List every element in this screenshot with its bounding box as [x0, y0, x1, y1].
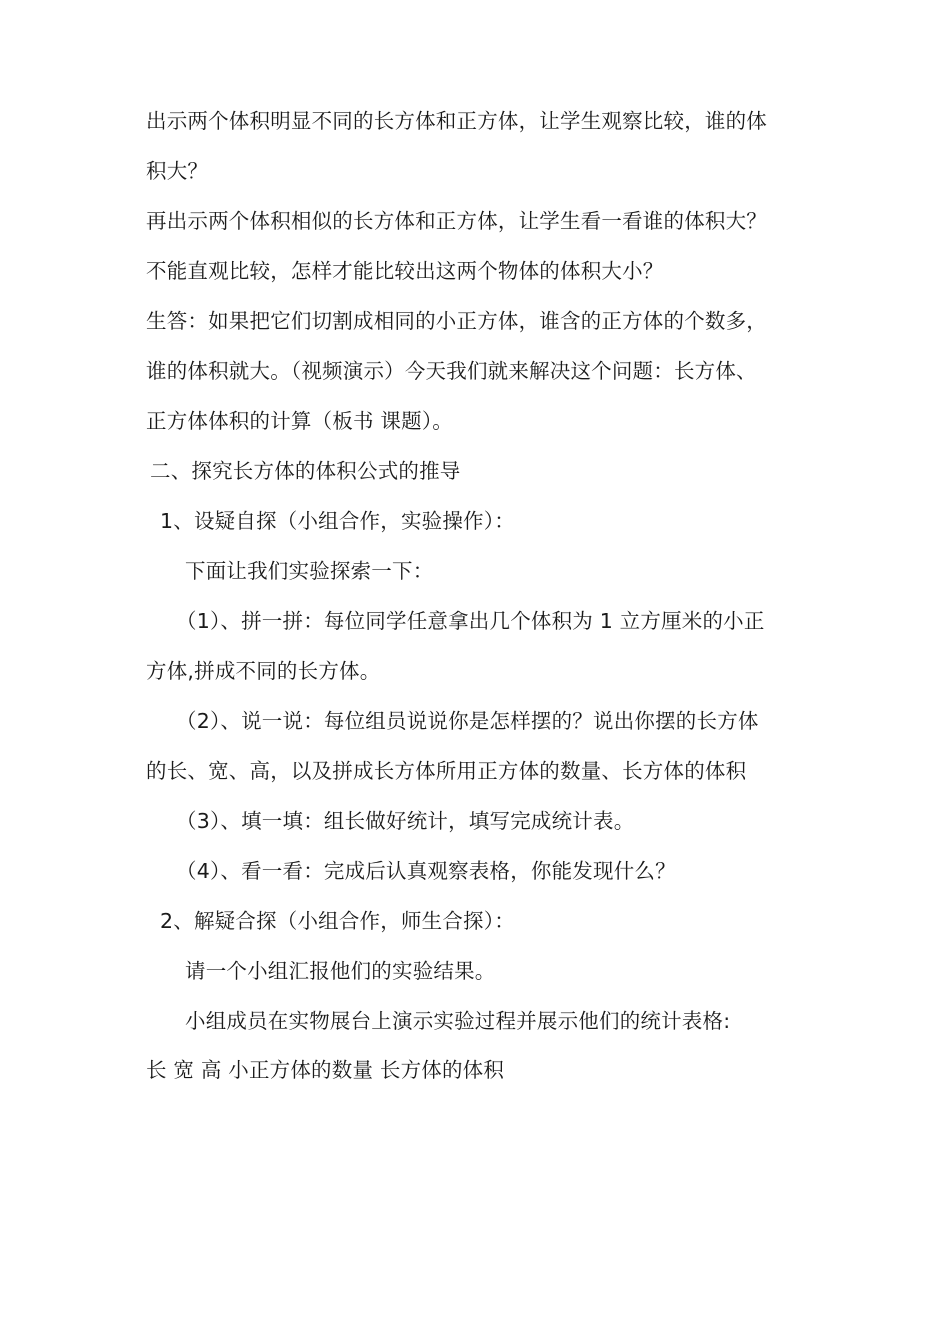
paragraph-line: 的长、宽、高，以及拼成长方体所用正方体的数量、长方体的体积	[146, 759, 747, 783]
list-item: （1）、拼一拼：每位同学任意拿出几个体积为 1 立方厘米的小正	[176, 609, 765, 633]
paragraph-line: 下面让我们实验探索一下：	[185, 559, 434, 583]
paragraph-line: 谁的体积就大。（视频演示）今天我们就来解决这个问题：长方体、	[146, 359, 757, 383]
paragraph-line: 正方体体积的计算（板书 课题）。	[146, 409, 453, 433]
section-heading: 二、探究长方体的体积公式的推导	[150, 459, 461, 483]
paragraph-line: 生答：如果把它们切割成相同的小正方体，谁含的正方体的个数多，	[146, 309, 767, 333]
paragraph-line: 出示两个体积明显不同的长方体和正方体，让学生观察比较，谁的体	[146, 109, 767, 133]
paragraph-line: 请一个小组汇报他们的实验结果。	[185, 959, 496, 983]
paragraph-line: 积大？	[146, 159, 209, 183]
list-item: （2）、说一说：每位组员说说你是怎样摆的？说出你摆的长方体	[176, 709, 759, 733]
subsection-heading: 1、设疑自探（小组合作，实验操作）：	[160, 509, 515, 533]
paragraph-line: 不能直观比较，怎样才能比较出这两个物体的体积大小？	[146, 259, 664, 283]
table-header-row: 长 宽 高 小正方体的数量 长方体的体积	[146, 1058, 505, 1082]
paragraph-line: 方体,拼成不同的长方体。	[146, 659, 381, 683]
subsection-heading: 2、解疑合探（小组合作，师生合探）：	[160, 909, 515, 933]
list-item: （4）、看一看：完成后认真观察表格，你能发现什么？	[176, 859, 676, 883]
list-item: （3）、填一填：组长做好统计，填写完成统计表。	[176, 809, 635, 833]
paragraph-line: 小组成员在实物展台上演示实验过程并展示他们的统计表格:	[185, 1009, 731, 1033]
paragraph-line: 再出示两个体积相似的长方体和正方体，让学生看一看谁的体积大？	[146, 209, 767, 233]
